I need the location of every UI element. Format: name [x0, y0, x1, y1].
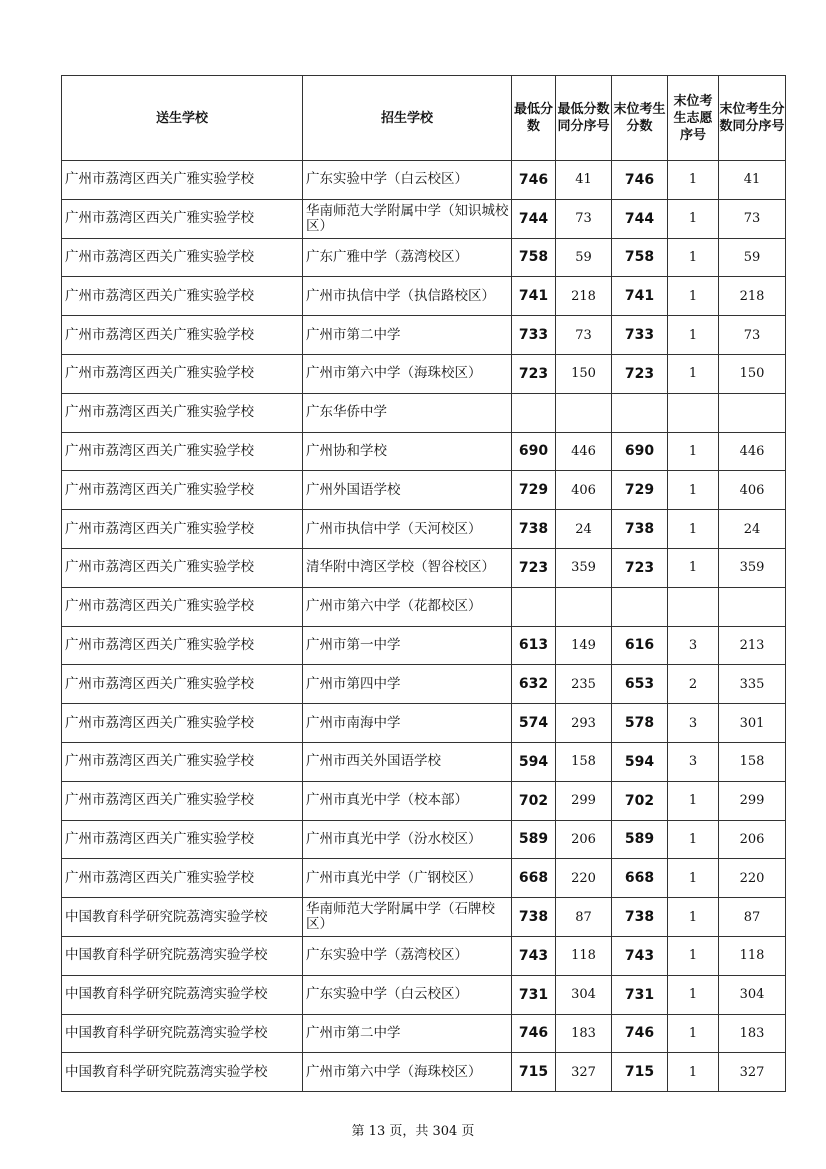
sender-school-cell: 广州市荔湾区西关广雅实验学校: [62, 161, 303, 200]
last-same-rank-cell: 59: [719, 238, 786, 277]
min-same-rank-cell: 87: [556, 898, 612, 937]
min-score-cell: 723: [512, 354, 556, 393]
table-row: [62, 975, 786, 1014]
min-score-cell: 715: [512, 1053, 556, 1092]
last-score-cell: [612, 393, 668, 432]
last-same-rank-cell: 220: [719, 859, 786, 898]
sender-school-cell: 广州市荔湾区西关广雅实验学校: [62, 665, 303, 704]
last-choice-cell: [668, 393, 719, 432]
last-choice-cell: 1: [668, 548, 719, 587]
last-same-rank-cell: 218: [719, 277, 786, 316]
min-same-rank-cell: 293: [556, 704, 612, 743]
last-score-cell: 738: [612, 898, 668, 937]
last-score-cell: [612, 587, 668, 626]
last-same-rank-cell: 73: [719, 199, 786, 238]
last-score-cell: 702: [612, 781, 668, 820]
last-same-rank-cell: 299: [719, 781, 786, 820]
min-score-cell: 574: [512, 704, 556, 743]
receiver-school-cell: 广州市第二中学: [303, 316, 512, 355]
last-score-cell: 733: [612, 316, 668, 355]
sender-school-cell: 广州市荔湾区西关广雅实验学校: [62, 354, 303, 393]
min-same-rank-cell: 59: [556, 238, 612, 277]
last-same-rank-cell: 183: [719, 1014, 786, 1053]
last-choice-cell: 1: [668, 898, 719, 937]
admission-table-wrapper: [61, 75, 785, 1092]
receiver-school-cell: 广州市西关外国语学校: [303, 742, 512, 781]
last-score-cell: 594: [612, 742, 668, 781]
header-last-score: 末位考生分数: [612, 76, 668, 161]
last-same-rank-cell: [719, 393, 786, 432]
sender-school-cell: 广州市荔湾区西关广雅实验学校: [62, 587, 303, 626]
header-last-choice: 末位考生志愿序号: [668, 76, 719, 161]
table-row: [62, 161, 786, 200]
table-row: [62, 742, 786, 781]
min-same-rank-cell: [556, 393, 612, 432]
table-row: [62, 471, 786, 510]
sender-school-cell: 广州市荔湾区西关广雅实验学校: [62, 277, 303, 316]
receiver-school-cell: 广州市真光中学（校本部）: [303, 781, 512, 820]
sender-school-cell: 广州市荔湾区西关广雅实验学校: [62, 781, 303, 820]
last-same-rank-cell: 41: [719, 161, 786, 200]
sender-school-cell: 广州市荔湾区西关广雅实验学校: [62, 742, 303, 781]
min-score-cell: [512, 393, 556, 432]
min-same-rank-cell: 235: [556, 665, 612, 704]
last-choice-cell: 1: [668, 161, 719, 200]
table-row: [62, 354, 786, 393]
last-score-cell: 616: [612, 626, 668, 665]
sender-school-cell: 中国教育科学研究院荔湾实验学校: [62, 898, 303, 937]
min-same-rank-cell: 446: [556, 432, 612, 471]
last-score-cell: 746: [612, 1014, 668, 1053]
min-score-cell: 758: [512, 238, 556, 277]
table-row: [62, 510, 786, 549]
header-receiver-school: 招生学校: [303, 76, 512, 161]
last-choice-cell: 1: [668, 199, 719, 238]
sender-school-cell: 广州市荔湾区西关广雅实验学校: [62, 471, 303, 510]
last-score-cell: 741: [612, 277, 668, 316]
receiver-school-cell: 广州市第六中学（海珠校区）: [303, 354, 512, 393]
last-score-cell: 578: [612, 704, 668, 743]
min-score-cell: 594: [512, 742, 556, 781]
last-choice-cell: 3: [668, 626, 719, 665]
header-min-score: 最低分数: [512, 76, 556, 161]
receiver-school-cell: 广州市真光中学（汾水校区）: [303, 820, 512, 859]
last-choice-cell: 2: [668, 665, 719, 704]
last-choice-cell: 1: [668, 510, 719, 549]
min-score-cell: 733: [512, 316, 556, 355]
min-same-rank-cell: [556, 587, 612, 626]
last-score-cell: 758: [612, 238, 668, 277]
table-row: [62, 704, 786, 743]
last-score-cell: 715: [612, 1053, 668, 1092]
min-score-cell: 613: [512, 626, 556, 665]
admission-table: [61, 75, 786, 1092]
table-row: [62, 626, 786, 665]
min-score-cell: 743: [512, 936, 556, 975]
last-score-cell: 731: [612, 975, 668, 1014]
min-same-rank-cell: 73: [556, 316, 612, 355]
sender-school-cell: 广州市荔湾区西关广雅实验学校: [62, 704, 303, 743]
last-choice-cell: 1: [668, 354, 719, 393]
min-same-rank-cell: 41: [556, 161, 612, 200]
last-same-rank-cell: 327: [719, 1053, 786, 1092]
receiver-school-cell: 广东实验中学（荔湾校区）: [303, 936, 512, 975]
last-same-rank-cell: 206: [719, 820, 786, 859]
last-choice-cell: 1: [668, 1053, 719, 1092]
last-score-cell: 723: [612, 354, 668, 393]
receiver-school-cell: 广州市第一中学: [303, 626, 512, 665]
sender-school-cell: 广州市荔湾区西关广雅实验学校: [62, 393, 303, 432]
sender-school-cell: 中国教育科学研究院荔湾实验学校: [62, 1014, 303, 1053]
min-same-rank-cell: 304: [556, 975, 612, 1014]
min-same-rank-cell: 149: [556, 626, 612, 665]
last-score-cell: 738: [612, 510, 668, 549]
last-choice-cell: 1: [668, 859, 719, 898]
table-header-row: [62, 76, 786, 161]
min-same-rank-cell: 73: [556, 199, 612, 238]
sender-school-cell: 中国教育科学研究院荔湾实验学校: [62, 1053, 303, 1092]
receiver-school-cell: 广州市第六中学（花都校区）: [303, 587, 512, 626]
sender-school-cell: 广州市荔湾区西关广雅实验学校: [62, 316, 303, 355]
last-same-rank-cell: 304: [719, 975, 786, 1014]
receiver-school-cell: 华南师范大学附属中学（石牌校区）: [303, 898, 512, 937]
table-row: [62, 587, 786, 626]
last-same-rank-cell: 335: [719, 665, 786, 704]
last-same-rank-cell: 158: [719, 742, 786, 781]
last-same-rank-cell: 87: [719, 898, 786, 937]
table-row: [62, 316, 786, 355]
last-choice-cell: 1: [668, 975, 719, 1014]
min-same-rank-cell: 327: [556, 1053, 612, 1092]
receiver-school-cell: 华南师范大学附属中学（知识城校区）: [303, 199, 512, 238]
last-choice-cell: [668, 587, 719, 626]
min-same-rank-cell: 158: [556, 742, 612, 781]
min-same-rank-cell: 359: [556, 548, 612, 587]
last-same-rank-cell: 406: [719, 471, 786, 510]
receiver-school-cell: 广州市真光中学（广钢校区）: [303, 859, 512, 898]
last-score-cell: 729: [612, 471, 668, 510]
table-row: [62, 393, 786, 432]
receiver-school-cell: 广州市第二中学: [303, 1014, 512, 1053]
header-min-same-rank: 最低分数同分序号: [556, 76, 612, 161]
table-row: [62, 199, 786, 238]
min-same-rank-cell: 218: [556, 277, 612, 316]
sender-school-cell: 广州市荔湾区西关广雅实验学校: [62, 238, 303, 277]
last-score-cell: 589: [612, 820, 668, 859]
table-row: [62, 277, 786, 316]
table-row: [62, 820, 786, 859]
sender-school-cell: 广州市荔湾区西关广雅实验学校: [62, 548, 303, 587]
min-same-rank-cell: 206: [556, 820, 612, 859]
last-score-cell: 723: [612, 548, 668, 587]
sender-school-cell: 广州市荔湾区西关广雅实验学校: [62, 859, 303, 898]
min-score-cell: 589: [512, 820, 556, 859]
min-score-cell: 723: [512, 548, 556, 587]
header-last-same-rank: 末位考生分数同分序号: [719, 76, 786, 161]
min-score-cell: 738: [512, 898, 556, 937]
last-choice-cell: 1: [668, 1014, 719, 1053]
last-same-rank-cell: 73: [719, 316, 786, 355]
last-choice-cell: 1: [668, 781, 719, 820]
table-row: [62, 898, 786, 937]
sender-school-cell: 广州市荔湾区西关广雅实验学校: [62, 626, 303, 665]
last-same-rank-cell: 359: [719, 548, 786, 587]
receiver-school-cell: 广州协和学校: [303, 432, 512, 471]
table-body: [62, 161, 786, 1092]
min-score-cell: 744: [512, 199, 556, 238]
last-choice-cell: 1: [668, 471, 719, 510]
last-score-cell: 668: [612, 859, 668, 898]
min-score-cell: 738: [512, 510, 556, 549]
min-same-rank-cell: 299: [556, 781, 612, 820]
last-same-rank-cell: 446: [719, 432, 786, 471]
table-row: [62, 936, 786, 975]
table-row: [62, 859, 786, 898]
receiver-school-cell: 广州市执信中学（执信路校区）: [303, 277, 512, 316]
sender-school-cell: 广州市荔湾区西关广雅实验学校: [62, 199, 303, 238]
min-same-rank-cell: 220: [556, 859, 612, 898]
last-choice-cell: 1: [668, 820, 719, 859]
min-score-cell: 702: [512, 781, 556, 820]
receiver-school-cell: 广东广雅中学（荔湾校区）: [303, 238, 512, 277]
table-row: [62, 665, 786, 704]
receiver-school-cell: 广州市第六中学（海珠校区）: [303, 1053, 512, 1092]
min-score-cell: 746: [512, 1014, 556, 1053]
header-sender-school: 送生学校: [62, 76, 303, 161]
min-score-cell: 741: [512, 277, 556, 316]
last-score-cell: 690: [612, 432, 668, 471]
last-same-rank-cell: 150: [719, 354, 786, 393]
min-score-cell: [512, 587, 556, 626]
receiver-school-cell: 广州市执信中学（天河校区）: [303, 510, 512, 549]
min-same-rank-cell: 118: [556, 936, 612, 975]
last-same-rank-cell: 118: [719, 936, 786, 975]
min-same-rank-cell: 183: [556, 1014, 612, 1053]
last-score-cell: 744: [612, 199, 668, 238]
last-score-cell: 743: [612, 936, 668, 975]
receiver-school-cell: 广州外国语学校: [303, 471, 512, 510]
last-same-rank-cell: 24: [719, 510, 786, 549]
table-row: [62, 432, 786, 471]
min-score-cell: 632: [512, 665, 556, 704]
last-choice-cell: 1: [668, 277, 719, 316]
page-footer: 第 13 页，共 304 页: [351, 1124, 475, 1139]
receiver-school-cell: 广州市第四中学: [303, 665, 512, 704]
last-choice-cell: 1: [668, 432, 719, 471]
last-same-rank-cell: 213: [719, 626, 786, 665]
last-same-rank-cell: [719, 587, 786, 626]
sender-school-cell: 广州市荔湾区西关广雅实验学校: [62, 820, 303, 859]
min-same-rank-cell: 406: [556, 471, 612, 510]
receiver-school-cell: 清华附中湾区学校（智谷校区）: [303, 548, 512, 587]
sender-school-cell: 中国教育科学研究院荔湾实验学校: [62, 936, 303, 975]
sender-school-cell: 广州市荔湾区西关广雅实验学校: [62, 432, 303, 471]
sender-school-cell: 广州市荔湾区西关广雅实验学校: [62, 510, 303, 549]
last-score-cell: 746: [612, 161, 668, 200]
table-row: [62, 238, 786, 277]
receiver-school-cell: 广东华侨中学: [303, 393, 512, 432]
table-row: [62, 1014, 786, 1053]
min-score-cell: 668: [512, 859, 556, 898]
table-row: [62, 781, 786, 820]
table-row: [62, 1053, 786, 1092]
last-choice-cell: 1: [668, 238, 719, 277]
min-same-rank-cell: 24: [556, 510, 612, 549]
last-choice-cell: 1: [668, 316, 719, 355]
last-choice-cell: 1: [668, 936, 719, 975]
last-same-rank-cell: 301: [719, 704, 786, 743]
receiver-school-cell: 广东实验中学（白云校区）: [303, 161, 512, 200]
min-score-cell: 690: [512, 432, 556, 471]
min-same-rank-cell: 150: [556, 354, 612, 393]
last-choice-cell: 3: [668, 742, 719, 781]
last-score-cell: 653: [612, 665, 668, 704]
min-score-cell: 746: [512, 161, 556, 200]
sender-school-cell: 中国教育科学研究院荔湾实验学校: [62, 975, 303, 1014]
table-row: [62, 548, 786, 587]
receiver-school-cell: 广东实验中学（白云校区）: [303, 975, 512, 1014]
receiver-school-cell: 广州市南海中学: [303, 704, 512, 743]
min-score-cell: 731: [512, 975, 556, 1014]
last-choice-cell: 3: [668, 704, 719, 743]
min-score-cell: 729: [512, 471, 556, 510]
